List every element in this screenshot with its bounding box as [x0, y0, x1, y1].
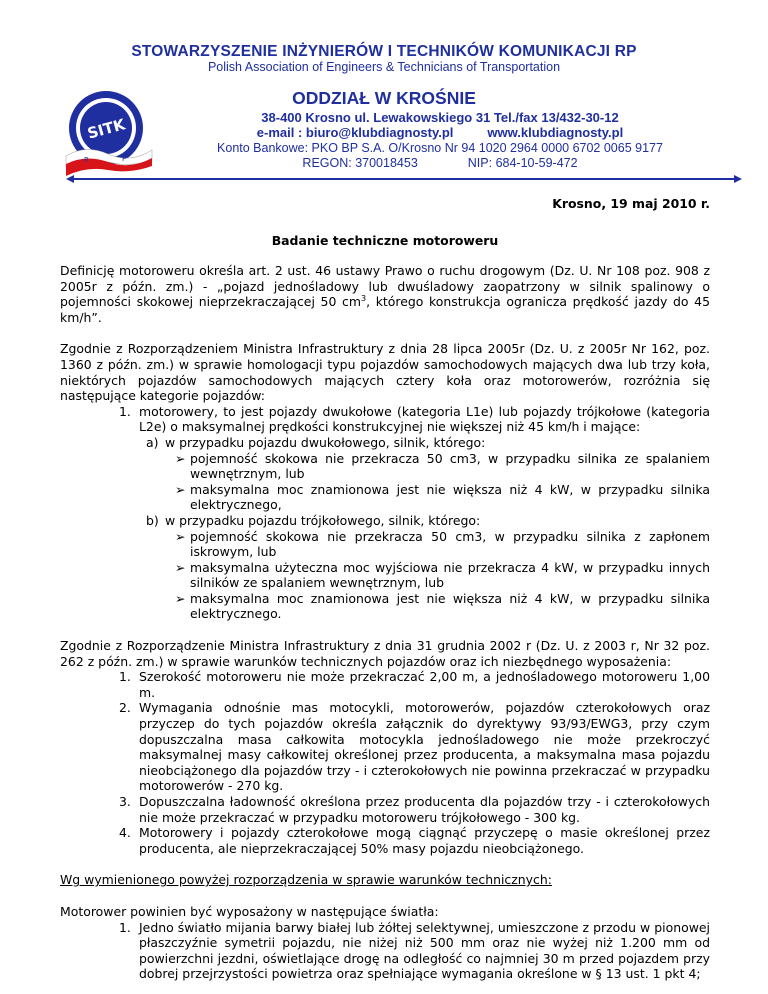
branch-name: ODDZIAŁ W KROŚNIE [292, 88, 476, 108]
contact-line [150, 125, 730, 140]
regon-number: REGON: 370018453 [302, 156, 418, 170]
list-item: 3. Dopuszczalna ładowność określona przez producenta dla pojazdów trzy - i czterokołowych nie może przekraczać w przypadku motoroweru trójkołowego - 300 kg. [119, 794, 710, 825]
email-address[interactable]: e-mail : biuro@klubdiagnosty.pl [256, 125, 454, 140]
svg-text:R: R [84, 156, 89, 164]
technical-conditions-paragraph: Zgodnie z Rozporządzenie Ministra Infrastruktury z dnia 31 grudnia 2002 r (Dz. U. z 2003 r, Nr 32 poz. 262 z późn. zm.) w sprawie warunków technicznych pojazdów oraz ich niezbędnego wyposażenia: [60, 638, 710, 669]
section-heading: Wg wymienionego powyżej rozporządzenia w sprawie warunków technicznych: [60, 872, 552, 888]
list-item: a) w przypadku pojazdu dwukołowego, silnik, którego: [146, 434, 486, 450]
document-date: Krosno, 19 maj 2010 r. [552, 196, 710, 211]
list-item: 1. Szerokość motoroweru nie może przekraczać 2,00 m, a jednośladowego motoroweru 1,00 m. [119, 669, 710, 700]
list-item: 1. motorowery, to jest pojazdy dwukołowe (kategoria L1e) lub pojazdy trójkołowe (kategoria L2e) o maksymalnej prędkości konstrukcyjnej nie większej niż 45 km/h i mające: [119, 403, 710, 435]
list-item: ➢ pojemność skokowa nie przekracza 50 cm3, w przypadku silnika ze spalaniem wewnętrznym, lub [175, 450, 710, 482]
list-item: 4. Motorowery i pojazdy czterokołowe mogą ciągnąć przyczepę o masie określonej przez producenta, ale nieprzekraczającej 50% masy pojazdu nieobciążonego. [119, 825, 710, 856]
nip-number: NIP: 684-10-59-472 [467, 156, 578, 170]
definition-paragraph: Definicję motoroweru określa art. 2 ust. 46 ustawy Prawo o ruchu drogowym (Dz. U. Nr 108 poz. 908 z 2005r z późn. zm.) - „pojazd jednośladowy lub dwuśladowy zaopatrzony w silnik spalinowy o pojemności skokowej nieprzekraczającej 50 $cm^3$, którego konstrukcja ogranicza prędkość jazdy do 45 km/h”. [60, 263, 710, 325]
org-name-english: Polish Association of Engineers & Technicians of Transportation [207, 60, 561, 74]
header-divider [66, 174, 742, 184]
list-item: ➢ maksymalna moc znamionowa jest nie większa niż 4 kW, w przypadku silnika elektrycznego. [175, 590, 710, 622]
postal-address: 38-400 Krosno ul. Lewakowskiego 31 Tel./fax 13/432-30-12 [261, 110, 619, 125]
document-body [60, 263, 710, 982]
lights-paragraph: Motorower powinien być wyposażony w następujące światła: [60, 903, 439, 919]
svg-text:SITK: SITK [85, 115, 128, 143]
website-link[interactable]: www.klubdiagnosty.pl [487, 125, 624, 140]
list-item: ➢ pojemność skokowa nie przekracza 50 cm3, w przypadku silnika z zapłonem iskrowym, lub [175, 528, 710, 560]
org-name: STOWARZYSZENIE INŻYNIERÓW I TECHNIKÓW KOMUNIKACJI RP [131, 43, 637, 60]
list-item: b) w przypadku pojazdu trójkołowego, silnik, którego: [146, 512, 481, 528]
registration-numbers [130, 156, 750, 170]
list-item: ➢ maksymalna moc znamionowa jest nie większa niż 4 kW, w przypadku silnika elektrycznego, [175, 481, 710, 513]
bank-account: Konto Bankowe: PKO BP S.A. O/Krosno Nr 94 1020 2964 0000 6702 0065 9177 [217, 141, 663, 155]
list-item: 2. Wymagania odnośnie mas motocykli, motorowerów, pojazdów czterokołowych oraz przyczep do tych pojazdów określa załącznik do dyrektywy 93/93/EWG3, przy czym dopuszczalna masa całkowita motocykla jednośladowego nie może przekroczyć maksymalnej masy całkowitej określonej przez producenta, a maksymalna masa pojazdu nieobciążonego dla pojazdów trzy - i czterokołowych nie powinna przekraczać w przypadku motorowerów - 270 kg. [119, 700, 710, 794]
svg-text:P: P [122, 155, 127, 163]
list-item: ➢ maksymalna użyteczna moc wyjściowa nie przekracza 4 kW, w przypadku innych silników ze spalaniem wewnętrznym, lub [175, 559, 710, 591]
categories-paragraph: Zgodnie z Rozporządzeniem Ministra Infrastruktury z dnia 28 lipca 2005r (Dz. U. z 2005r Nr 162, poz. 1360 z późn. zm.) w sprawie homologacji typu pojazdów samochodowych mających dwa lub trzy koła, niektórych pojazdów samochodowych mających cztery koła oraz motorowerów, rozróżnia się następujące kategorie pojazdów: [60, 341, 710, 404]
document-title: Badanie techniczne motoroweru [271, 233, 499, 248]
list-item: 1. Jedno światło mijania barwy białej lub żółtej selektywnej, umieszczone z przodu w pionowej płaszczyźnie symetrii pojazdu, nie niżej niż 500 mm oraz nie wyżej niż 1.200 mm od powierzchni jezdni, oświetlające drogę na odległość co najmniej 30 m przed pojazdem przy dobrej przejrzystości powietrza oraz spełniające wymagania określone w § 13 ust. 1 pkt 4; [119, 919, 710, 982]
